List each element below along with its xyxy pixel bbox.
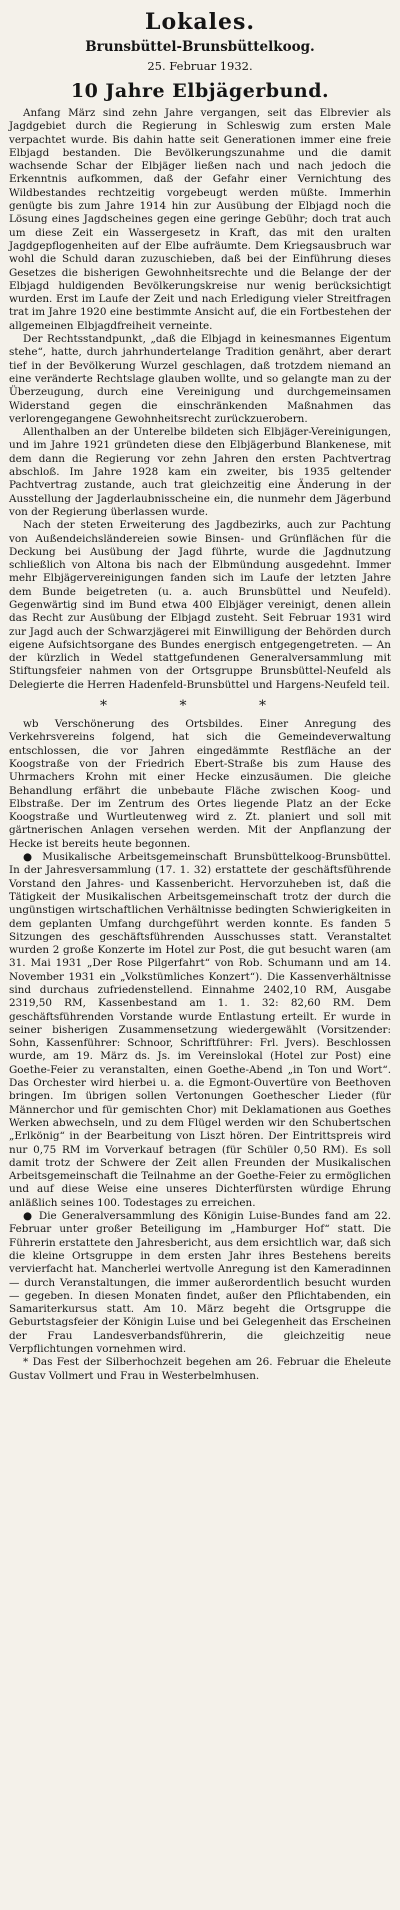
article-headline: 10 Jahre Elbjägerbund.	[70, 80, 330, 102]
article-paragraph: Anfang März sind zehn Jahre vergangen, seit das Elbrevier als Jagdgebiet durch die Regierung in Schleswig zum ersten Male verpachtet wurde. Bis dahin hatte seit Generationen immer eine freie Elbjagd bestanden. Die Bevölkerungszunahme und die damit wachsende Schar der Elbjäger ließen nach und nach jedoch die Erkenntnis aufkommen, daß der Gefahr einer Vernichtung des Wildbestandes rechtzeitig vorgebeugt werden müßte. Immerhin genügte bis zum Jahre 1914 hin zur Ausübung der Elbjagd noch die Lösung eines Jagdscheines gegen eine geringe Gebühr; doch trat auch um diese Zeit ein Wassergesetz in Kraft, das mit den uralten Jagdgepflogenheiten auf der Elbe aufräumte. Dem Kriegsausbruch war wohl die Schuld daran zuzuschieben, daß bei der Einführung dieses Gesetzes die bisherigen Gewohnheitsrechte und die Belange der der Elbjagd huldigenden Bevölkerungskreise nur wenig berücksichtigt wurden. Erst im Laufe der Zeit und nach Erledigung vieler Streitfragen trat im Jahre 1920 eine bestimmte Ansicht auf, die ein Fortbestehen der allgemeinen Elbjagdfreiheit verneinte.	[9, 107, 391, 332]
article-body	[9, 107, 391, 692]
notice-paragraph: * Das Fest der Silberhochzeit begehen am 26. Februar die Eheleute Gustav Vollmert und Frau in Westerbelmhusen.	[9, 1356, 391, 1382]
article-paragraph: Allenthalben an der Unterelbe bildeten sich Elbjäger-Vereinigungen, und im Jahre 1921 gründeten diese den Elbjägerbund Blankenese, mit dem dann die Regierung vor zehn Jahren den ersten Pachtvertrag abschloß. Im Jahre 1928 kam ein zweiter, bis 1935 geltender Pachtvertrag zustande, auch trat gleichzeitig eine Änderung in der Ausstellung der Jagderlaubnisscheine ein, die nunmehr dem Jägerbund von der Regierung überlassen wurde.	[9, 426, 391, 518]
dateline: 25. Februar 1932.	[147, 59, 253, 73]
article-paragraph: Der Rechtsstandpunkt, „daß die Elbjagd in keinesmannes Eigentum stehe“, hatte, durch jahrhundertelange Tradition genährt, aber derart tief in der Bevölkerung Wurzel geschlagen, daß trotzdem niemand an eine veränderte Rechtslage glauben wollte, und so gelangte man zu der Überzeugung, durch eine Vereinigung und durchgemeinsamen Widerstand gegen die einschränkenden Maßnahmen das verlorengegangene Gewohnheitsrecht zurückzuerobern.	[9, 333, 391, 425]
notice-paragraph: ● Die Generalversammlung des Königin Luise-Bundes fand am 22. Februar unter großer Beteiligung im „Hamburger Hof“ statt. Die Führerin erstattete den Jahresbericht, aus dem ersichtlich war, daß sich die kleine Ortsgruppe in dem ersten Jahr ihres Bestehens bereits vervierfacht hat. Mancherlei wertvolle Anregung ist den Kameradinnen — durch Veranstaltungen, die immer außerordentlich besucht wurden — gegeben. In diesen Monaten findet, außer den Pflichtabenden, ein Samariterkursus statt. Am 10. März begeht die Ortsgruppe die Geburtstagsfeier der Königin Luise und bei Gelegenheit das Erscheinen der Frau Landesverbandsführerin, die gleichzeitig neue Verpflichtungen vornehmen wird.	[9, 1210, 391, 1356]
local-notices	[9, 718, 391, 1383]
section-divider: * * *	[100, 698, 300, 715]
article-paragraph: Nach der steten Erweiterung des Jagdbezirks, auch zur Pachtung von Außendeichsländereien sowie Binsen- und Grünflächen für die Deckung bei Ausübung der Jagd führte, wurde die Jagdnutzung schließlich von Altona bis nach der Elbmündung ausgedehnt. Immer mehr Elbjägervereinigungen fanden sich im Laufe der letzten Jahre dem Bunde beigetreten (u. a. auch Brunsbüttel und Neufeld). Gegenwärtig sind im Bund etwa 400 Elbjäger vereinigt, denen allein das Recht zur Ausübung der Elbjagd zusteht. Seit Februar 1931 wird zur Jagd auch der Schwarzjägerei mit Einwilligung der Behörden durch eigene Aufsichtsorgane des Bundes energisch entgegengetreten. — An der kürzlich in Wedel stattgefundenen Generalversammlung mit Stiftungsfeier nahmen von der Ortsgruppe Brunsbüttel-Neufeld als Delegierte die Herren Hadenfeld-Brunsbüttel und Hargens-Neufeld teil.	[9, 519, 391, 691]
notice-paragraph: wb Verschönerung des Ortsbildes. Einer Anregung des Verkehrsvereins folgend, hat sich die Gemeindeverwaltung entschlossen, die vor Jahren eingedämmte Restfläche an der Koogstraße von der Friedrich Ebert-Straße bis zum Hause des Uhrmachers Krohn mit einer Hecke einzusäumen. Die gleiche Behandlung erfährt die unbebaute Fläche zwischen Koog- und Elbstraße. Der im Zentrum des Ortes liegende Platz an der Ecke Koogstraße und Wurtleutenweg wird z. Zt. planiert und soll mit gärtnerischen Anlagen versehen werden. Mit der Anpflanzung der Hecke ist bereits heute begonnen.	[9, 718, 391, 850]
locality-subhead: Brunsbüttel-Brunsbüttelkoog.	[85, 39, 315, 55]
notice-paragraph: ● Musikalische Arbeitsgemeinschaft Brunsbüttelkoog-Brunsbüttel. In der Jahresversammlung (17. 1. 32) erstattete der geschäftsführende Vorstand den Jahres- und Kassenbericht. Hervorzuheben ist, daß die Tätigkeit der Musikalischen Arbeitsgemeinschaft trotz der durch die ungünstigen wirtschaftlichen Verhältnisse bedingten Schwierigkeiten in dem geplanten Umfang durchgeführt werden konnte. Es fanden 5 Sitzungen des geschäftsführenden Ausschusses statt. Veranstaltet wurden 2 große Konzerte im Hotel zur Post, die gut besucht waren (am 31. Mai 1931 „Der Rose Pilgerfahrt“ von Rob. Schumann und am 14. November 1931 ein „Volkstümliches Konzert“). Die Kassenverhältnisse sind durchaus zufriedenstellend. Einnahme 2402,10 RM, Ausgabe 2319,50 RM, Kassenbestand am 1. 1. 32: 82,60 RM. Dem geschäftsführenden Vorstande wurde Entlastung erteilt. Er wurde in seiner bisherigen Zusammensetzung wiedergewählt (Vorsitzender: Sohn, Kassenführer: Schnoor, Schriftführer: Frl. Jvers). Beschlossen wurde, am 19. März ds. Js. im Vereinslokal (Hotel zur Post) eine Goethe-Feier zu veranstalten, einen Goethe-Abend „in Ton und Wort“. Das Orchester wird hierbei u. a. die Egmont-Ouvertüre von Beethoven bringen. Im übrigen sollen Vertonungen Goethescher Lieder (für Männerchor und für gemischten Chor) mit Deklamationen aus Goethes Werken abwechseln, und zu dem Flügel werden wir den Schubertschen „Erlkönig“ in der Bearbeitung von Liszt hören. Der Eintrittspreis wird nur 0,75 RM im Vorverkauf betragen (für Schüler 0,50 RM). Es soll damit trotz der Schwere der Zeit allen Freunden der Musikalischen Arbeitsgemeinschaft die Teilnahme an der Goethe-Feier zu ermöglichen und auf diese Weise eine unseres Dichterfürsten würdige Ehrung anläßlich seines 100. Todestages zu erreichen.	[9, 851, 391, 1209]
section-masthead: Lokales.	[144, 9, 256, 35]
